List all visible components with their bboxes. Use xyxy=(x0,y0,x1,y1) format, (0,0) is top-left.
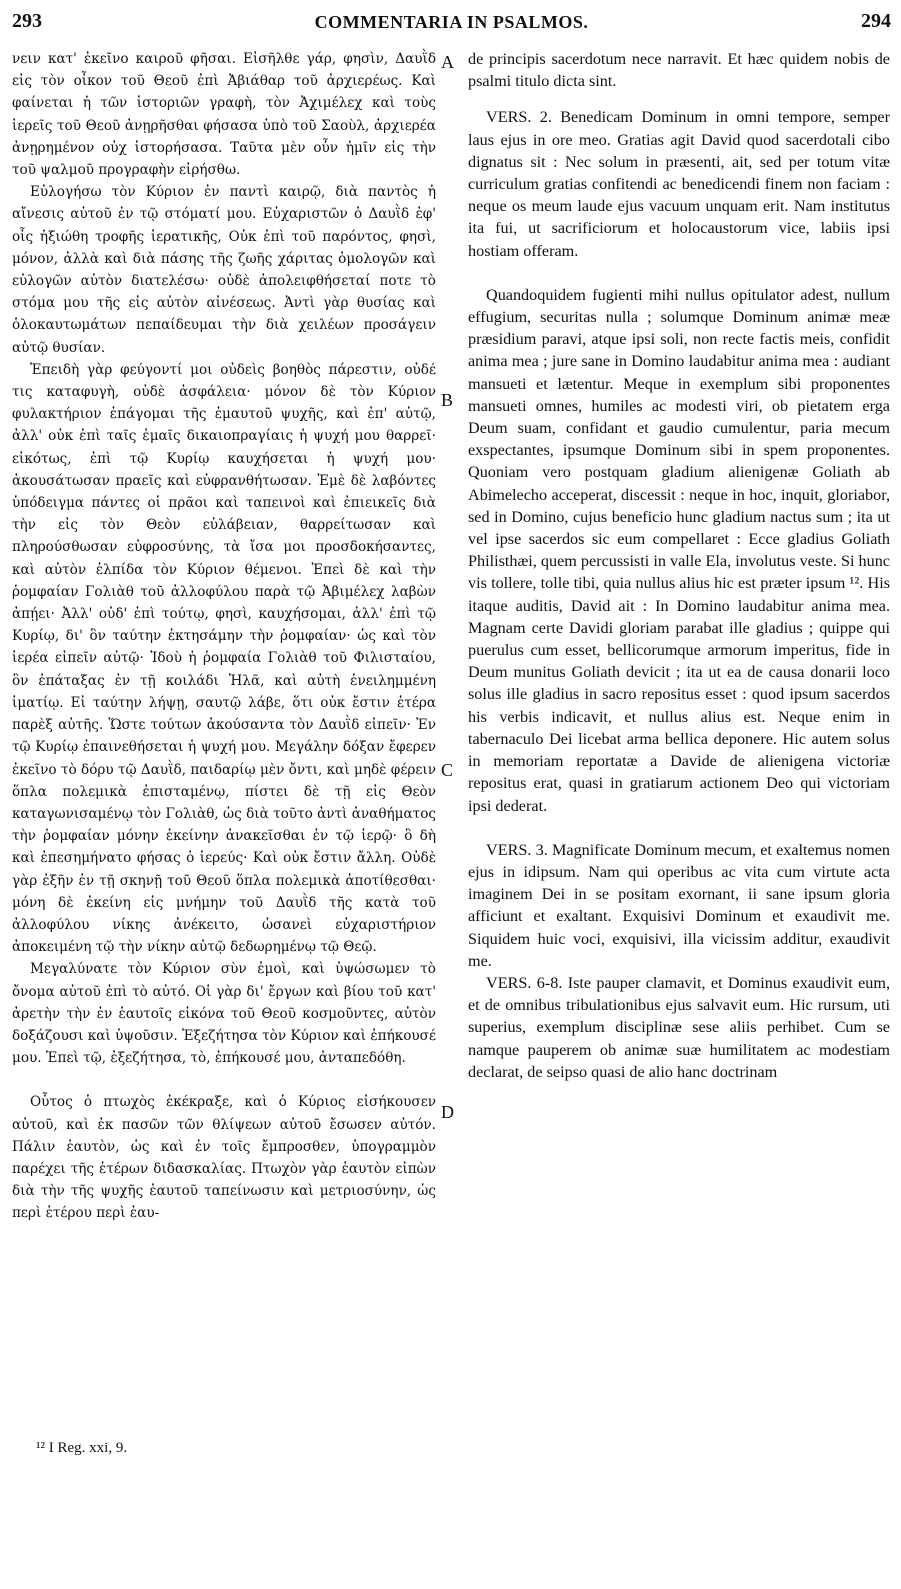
page-number-left: 293 xyxy=(12,10,42,32)
margin-letter-d: D xyxy=(441,1102,454,1122)
margin-letters xyxy=(437,0,467,1589)
margin-letter-c: C xyxy=(441,760,454,780)
greek-paragraph: Μεγαλύνατε τὸν Κύριον σὺν ἐμοὶ, καὶ ὑψώσωμεν τὸ ὄνομα αὐτοῦ ἐπὶ τὸ αὐτό. Οἱ γὰρ δι' ἔργων καὶ βίου τοῦ κατ' ἀρετὴν τὴν ἐν ἑαυτοῖς εἰκόνα τοῦ Θεοῦ κοσμοῦντες, αὐτὸν δοξάζουσι καὶ ὑψοῦσιν. Ἐξεζήτησα τὸν Κύριον καὶ ἐπήκουσέ μου. Ἐπεὶ τῷ, ἐξεζήτησα, τὸ, ἐπήκουσέ μου, ἀνταπεδόθη. xyxy=(12,961,436,1067)
greek-paragraph: νειν κατ' ἐκεῖνο καιροῦ φῆσαι. Εἰσῆλθε γάρ, φησὶν, Δαυῒδ εἰς τὸν οἶκον τοῦ Θεοῦ ἐπὶ Ἀβιάθαρ τοῦ ἀρχιερέως. Καὶ φαίνεται ἡ τῶν ἱστοριῶν γραφὴ, τὸν Ἀχιμέλεχ καὶ τοὺς ἱερεῖς τοῦ Θεοῦ ἀνῃρῆσθαι φήσασα ὑπὸ τοῦ Σαοὺλ, ἀρχιερέα ἀνῃρημένον οὐχ ἱστορήσασα. Ταῦτα μὲν οὖν ἡμῖν εἰς τὴν τοῦ ψαλμοῦ προγραφὴν εἰρήσθω. xyxy=(12,51,436,179)
latin-paragraph: de principis sacerdotum nece narravit. Et hæc quidem nobis de psalmi titulo dicta sint. xyxy=(468,50,890,91)
latin-paragraph: VERS. 2. Benedicam Dominum in omni tempore, semper laus ejus in ore meo. Gratias agit David quod sacerdotali cibo dignatus sit : Nec solum in præsenti, ait, sed per totum vitæ curriculum gratias confitendi ac benedicendi finem non faciam : neque os meum laude ejus vacuum unquam erit. Nam institutus ita fui, ut sacrificiorum et holocaustorum vice, labiis ipsi hostiam offeram. xyxy=(468,108,890,260)
footnote: ¹² I Reg. xxi, 9. xyxy=(36,1440,128,1456)
greek-column xyxy=(12,48,436,1225)
latin-column xyxy=(468,48,890,1083)
greek-paragraph: Εὐλογήσω τὸν Κύριον ἐν παντὶ καιρῷ, διὰ παντὸς ἡ αἴνεσις αὐτοῦ ἐν τῷ στόματί μου. Εὐχαριστῶν ὁ Δαυῒδ ἐφ' οἷς ἠξιώθη τροφῆς ἱερατικῆς, Οὐκ ἐπὶ τοῦ παρόντος, φησὶ, μόνον, ἀλλὰ καὶ διὰ πάσης τῆς ζωῆς χάριτας ὁμολογῶν καὶ εὐλογῶν αὐτὸν διατελέσω· οὐδὲ ἀπολειφθήσεταί ποτε τὸ στόμα μου τῆς εἰς αὐτὸν αἰνέσεως. Ἀντὶ γὰρ θυσίας καὶ ὁλοκαυτωμάτων πεπαίδευμαι τὴν διὰ χειλέων προσάγειν αὐτῷ θυσίαν. xyxy=(12,184,436,356)
greek-paragraph: Οὗτος ὁ πτωχὸς ἐκέκραξε, καὶ ὁ Κύριος εἰσήκουσεν αὐτοῦ, καὶ ἐκ πασῶν τῶν θλίψεων αὐτοῦ ἔσωσεν αὐτόν. Πάλιν ἑαυτὸν, ὡς καὶ ἐν τοῖς ἔμπροσθεν, ὑπογραμμὸν παρέχει τῆς ἑτέρων διδασκαλίας. Πτωχὸν γὰρ ἑαυτὸν εἰπὼν διὰ τὴν τῆς ψυχῆς ἑαυτοῦ ταπείνωσιν καὶ μετριοσύνην, ὡς περὶ ἑτέρου περὶ ἑαυ- xyxy=(12,1094,436,1222)
latin-paragraph: VERS. 6-8. Iste pauper clamavit, et Dominus exaudivit eum, et de omnibus tribulationibus ejus salvavit eum. Hic rursum, uti superius, exemplum disciplinæ sese aliis perhibet. Cum se namque pauperem ob animæ suæ humilitatem ac modestiam declarat, de seipso quasi de alio hanc doctrinam xyxy=(468,973,890,1081)
running-title: COMMENTARIA IN PSALMOS. xyxy=(314,12,589,32)
latin-paragraph: Quandoquidem fugienti mihi nullus opitulator adest, nullum effugium, securitas nulla ; solumque Dominum animæ meæ præsidium paravi, atque ipsi soli, non recte factis meis, confidit anima mea ; jure sane in Domino laudabitur anima mea : audiant mansueti et lætentur. Meque in exemplum sibi proponentes mansueti omnes, humiles ac modesti viri, ob pietatem erga Deum suam, confidant et gaudio cumulentur, paria mecum exspectantes, ipsumque Dominum sibi in spem proponentes. Quoniam vero postquam gladium alienigenæ Goliath ab Abimelecho acceperat, discessit : neque in hoc, inquit, gloriabor, sed in Domino, cujus beneficio hunc gladium nactus sum ; ita ut vel ipse sacerdos sic eum compellaret : Ecce gladius Goliath Philisthæi, quem percussisti in valle Ela, involutus veste. Si hunc vis tollere, tolle tibi, quia nullus alius hic est præter ipsum ¹². His itaque auditis, David ait : In Domino laudabitur anima mea. Magnam certe Davidi gloriam parabat ille gladius ; quippe qui puerulus cum esset, bellicorumque armorum imperitus, fide in Deum munitus Goliath devicit ; ita ut ea de causa donarii loco solus ille gladius in sacro repositus esset : quod ipsum sacerdos his verbis indicavit, et nullus alius est. Neque enim in tabernaculo Dei licebat arma bellica deponere. Hic autem solus in memoriam reportatæ a Davide de alienigena victoriæ repositus erat, quasi in gratiarum actionem Deo qui victoriam ipsi dederat. xyxy=(468,285,890,815)
latin-paragraph: VERS. 3. Magnificate Dominum mecum, et exaltemus nomen ejus in idipsum. Nam qui operibus ac vita cum virtute acta imaginem Dei in se positam exornant, ii sane ipsum gloria afficiunt et exaltant. Exquisivi Dominum et exaudivit me. Siquidem huic voci, exquisivi, illa vicissim additur, exaudivit me. xyxy=(468,840,890,970)
page-number-right: 294 xyxy=(861,10,891,32)
greek-paragraph: Ἐπειδὴ γὰρ φεύγοντί μοι οὐδεὶς βοηθὸς πάρεστιν, οὐδέ τις καταφυγὴ, οὐδὲ ἀσφάλεια· μόνον δὲ τὸν Κύριον φυλακτήριον ἐπάγομαι τῆς ἐμαυτοῦ ψυχῆς, καὶ ἐπ' αὐτῷ, ἀλλ' οὐκ ἐπὶ ταῖς ἐμαῖς δικαιοπραγίαις ἡ ψυχή μου θαρρεῖ· εἰκότως, ἐπὶ τῷ Κυρίῳ καυχήσεται ἡ ψυχή μου· ἀκουσάτωσαν πραεῖς καὶ εὐφρανθήτωσαν. Ἐμὲ δὲ λαβόντες ὑπόδειγμα πάντες οἱ πρᾶοι καὶ ταπεινοὶ καὶ ἐπιεικεῖς διὰ τὴν εἰς τὸν Θεὸν εὐλάβειαν, θαρρείτωσαν καὶ πληρούσθωσαν εὐφροσύνης, τὰ ἴσα μοι προσδοκήσαντες, καὶ αὐτὸν ἐλπίδα τὸν Κύριον θέμενοι. Ἐπεὶ δὲ καὶ τὴν ῥομφαίαν Γολιὰθ τοῦ ἀλλοφύλου παρὰ τῷ Ἀβιμέλεχ λαβὼν ἀπῄει· Ἀλλ' οὐδ' ἐπὶ τούτῳ, φησὶ, καυχήσομαι, ἀλλ' ἐπὶ τῷ Κυρίῳ, δι' ὃν ταύτην ἐκτησάμην τὴν ῥομφαίαν· ὡς καὶ τὸν ἱερέα εἰπεῖν αὐτῷ· Ἰδοὺ ἡ ῥομφαία Γολιὰθ τοῦ Φιλισταίου, ὃν ἐπάταξας ἐν τῇ κοιλάδι Ἠλᾶ, καὶ αὐτὴ ἐνειλημμένη ἱματίῳ. Εἰ ταύτην λήψῃ, σαυτῷ λάβε, ὅτι οὐκ ἔστιν ἑτέρα παρὲξ αὐτῆς. Ὥστε τούτων ἀκούσαντα τὸν Δαυῒδ εἰπεῖν· Ἐν τῷ Κυρίῳ ἐπαινεθήσεται ἡ ψυχή μου. Μεγάλην δόξαν ἔφερεν ἐκεῖνο τὸ δόρυ τῷ Δαυῒδ, παιδαρίῳ μὲν ὄντι, καὶ μηδὲ φέρειν ὅπλα πολεμικὰ ἐπισταμένῳ, πίστει δὲ τῇ εἰς Θεὸν καταγωνισαμένῳ τὸν Γολιὰθ, ὡς διὰ τοῦτο ἀντὶ ἀναθήματος τὴν ῥομφαίαν μόνην ἐκείνην ἀνακεῖσθαι ἐν τῷ ἱερῷ· ὃ δὴ καὶ ἐπεσημήνατο φήσας ὁ ἱερεύς· Καὶ οὐκ ἔστιν ἄλλη. Οὐδὲ γὰρ ἐξῆν ἐν τῇ σκηνῇ τοῦ Θεοῦ ὅπλα πολεμικὰ ἀποτίθεσθαι· μόνη δὲ ἐκείνη εἰς μνήμην τοῦ Δαυῒδ τῆς κατὰ τοῦ ἀλλοφύλου νίκης ἀνέκειτο, ὡσανεὶ εὐχαριστήριον ἀποκειμένη τῷ τὴν νίκην αὐτῷ δεδωρημένῳ τῷ Θεῷ. xyxy=(12,361,436,956)
margin-letter-a: A xyxy=(441,52,454,72)
margin-letter-b: B xyxy=(441,390,454,410)
